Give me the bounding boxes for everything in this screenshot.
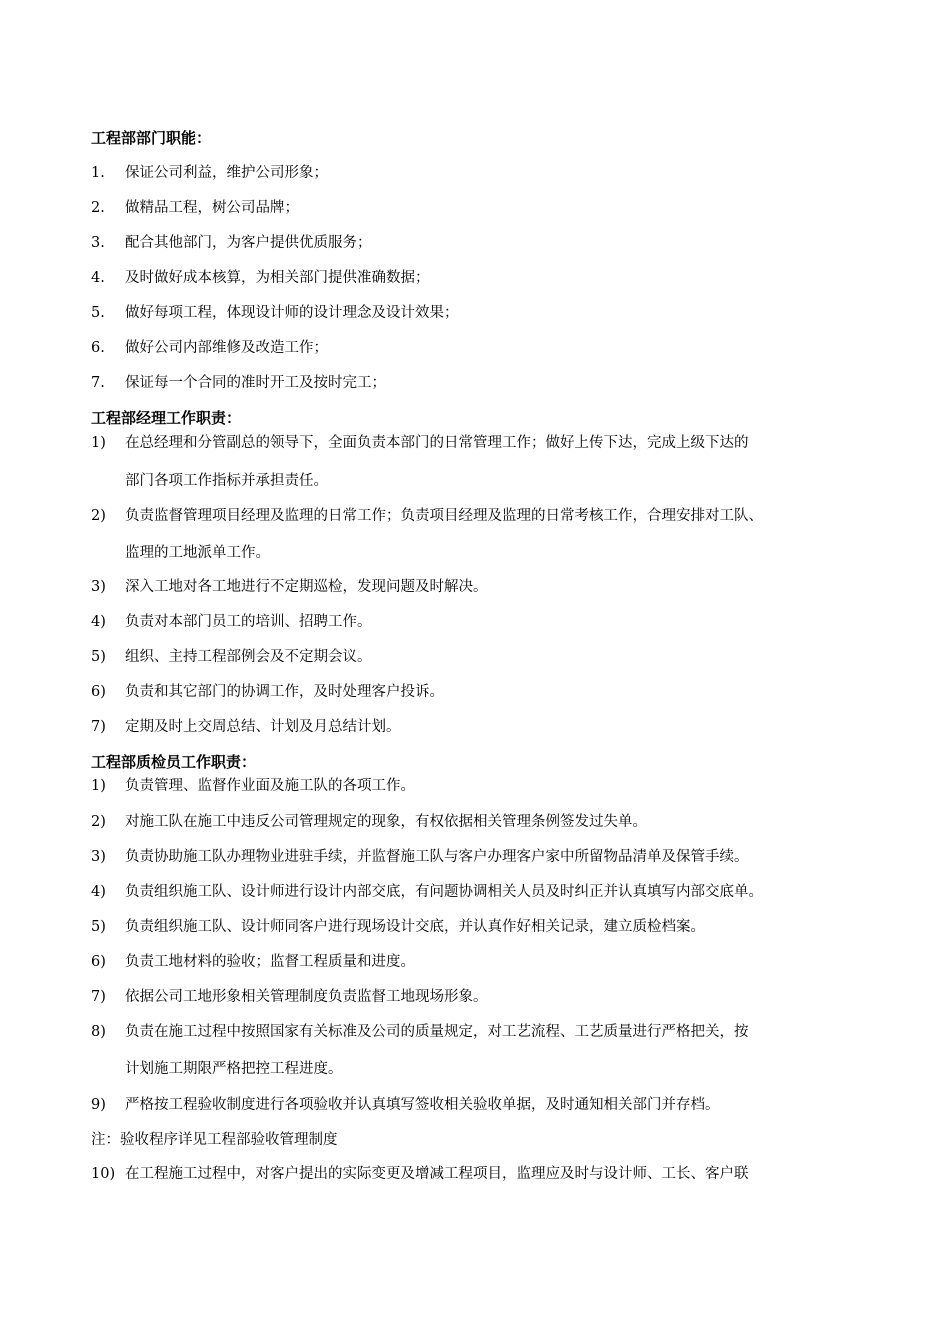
list-text: 做好每项工程，体现设计师的设计理念及设计效果； <box>125 305 459 321</box>
list-item <box>91 198 299 218</box>
list-item <box>91 776 415 796</box>
list-item <box>91 433 749 453</box>
list-number: 7. <box>91 375 105 391</box>
list-number: 6. <box>91 340 105 356</box>
list-text: 及时做好成本核算，为相关部门提供准确数据； <box>125 270 430 286</box>
list-text: 负责管理、监督作业面及施工队的各项工作。 <box>125 778 415 794</box>
section-heading-department-functions: 工程部部门职能： <box>91 129 212 147</box>
list-text-continuation: 监理的工地派单工作。 <box>125 545 270 561</box>
list-number: 1) <box>91 435 106 451</box>
list-text: 保证每一个合同的准时开工及按时完工； <box>125 375 386 391</box>
note-text: 验收程序详见工程部验收管理制度 <box>120 1132 338 1148</box>
list-number: 1. <box>91 165 105 181</box>
list-item <box>91 233 372 253</box>
list-text: 做好公司内部维修及改造工作； <box>125 340 328 356</box>
section-heading-inspector-duties: 工程部质检员工作职责： <box>91 753 257 771</box>
list-text: 配合其他部门，为客户提供优质服务； <box>125 235 372 251</box>
list-item <box>91 338 328 358</box>
list-item <box>91 303 459 323</box>
list-text: 在工程施工过程中，对客户提出的实际变更及增减工程项目，监理应及时与设计师、工长、客户联 <box>125 1166 749 1182</box>
list-text: 负责和其它部门的协调工作，及时处理客户投诉。 <box>125 684 444 700</box>
section-heading-manager-duties: 工程部经理工作职责： <box>91 409 242 427</box>
list-text: 做精品工程，树公司品牌； <box>125 200 299 216</box>
list-item <box>91 163 328 183</box>
list-number: 7) <box>91 989 106 1005</box>
list-text: 负责在施工过程中按照国家有关标准及公司的质量规定，对工艺流程、工艺质量进行严格把关，按 <box>125 1024 749 1040</box>
list-number: 6) <box>91 954 106 970</box>
list-number: 2. <box>91 200 105 216</box>
list-item <box>91 647 372 667</box>
list-number: 6) <box>91 684 106 700</box>
list-text: 在总经理和分管副总的领导下，全面负责本部门的日常管理工作；做好上传下达，完成上级下达的 <box>125 435 749 451</box>
list-item <box>91 847 749 867</box>
list-text: 负责工地材料的验收；监督工程质量和进度。 <box>125 954 415 970</box>
list-number: 3. <box>91 235 105 251</box>
list-text: 负责组织施工队、设计师同客户进行现场设计交底，并认真作好相关记录，建立质检档案。 <box>125 919 705 935</box>
list-number: 2) <box>91 508 106 524</box>
note-prefix: 注： <box>91 1132 120 1148</box>
list-item <box>91 612 372 632</box>
list-text: 深入工地对各工地进行不定期巡检，发现问题及时解决。 <box>125 579 488 595</box>
list-item <box>91 1095 720 1115</box>
list-number: 9) <box>91 1097 106 1113</box>
list-item <box>91 506 763 526</box>
list-item <box>91 987 488 1007</box>
list-number: 5) <box>91 919 106 935</box>
list-text: 负责组织施工队、设计师进行设计内部交底，有问题协调相关人员及时纠正并认真填写内部交底单。 <box>125 884 763 900</box>
list-text: 保证公司利益，维护公司形象； <box>125 165 328 181</box>
note-line <box>91 1130 338 1150</box>
list-text: 对施工队在施工中违反公司管理规定的现象，有权依据相关管理条例签发过失单。 <box>125 814 647 830</box>
list-text: 负责协助施工队办理物业进驻手续，并监督施工队与客户办理客户家中所留物品清单及保管手续。 <box>125 849 749 865</box>
list-item <box>91 577 488 597</box>
list-number: 3) <box>91 579 106 595</box>
list-number: 5) <box>91 649 106 665</box>
list-text: 负责对本部门员工的培训、招聘工作。 <box>125 614 372 630</box>
list-text: 负责监督管理项目经理及监理的日常工作；负责项目经理及监理的日常考核工作，合理安排对工队、 <box>125 508 763 524</box>
list-text: 定期及时上交周总结、计划及月总结计划。 <box>125 719 401 735</box>
list-number: 4) <box>91 614 106 630</box>
list-number: 4. <box>91 270 105 286</box>
list-number: 10) <box>91 1166 116 1182</box>
list-text: 组织、主持工程部例会及不定期会议。 <box>125 649 372 665</box>
list-number: 2) <box>91 814 106 830</box>
list-item <box>91 917 705 937</box>
list-number: 3) <box>91 849 106 865</box>
list-item <box>91 952 415 972</box>
list-item <box>91 882 763 902</box>
list-item <box>91 812 647 832</box>
list-item <box>91 268 430 288</box>
list-number: 4) <box>91 884 106 900</box>
list-item <box>91 682 444 702</box>
list-text: 严格按工程验收制度进行各项验收并认真填写签收相关验收单据，及时通知相关部门并存档。 <box>125 1097 720 1113</box>
list-item <box>91 1022 749 1042</box>
list-text-continuation: 部门各项工作指标并承担责任。 <box>125 473 328 489</box>
list-text: 依据公司工地形象相关管理制度负责监督工地现场形象。 <box>125 989 488 1005</box>
list-number: 8) <box>91 1024 106 1040</box>
list-item <box>91 373 386 393</box>
list-item <box>91 1164 749 1184</box>
list-number: 7) <box>91 719 106 735</box>
list-text-continuation: 计划施工期限严格把控工程进度。 <box>125 1061 343 1077</box>
list-item <box>91 717 401 737</box>
list-number: 5. <box>91 305 105 321</box>
list-number: 1) <box>91 778 106 794</box>
